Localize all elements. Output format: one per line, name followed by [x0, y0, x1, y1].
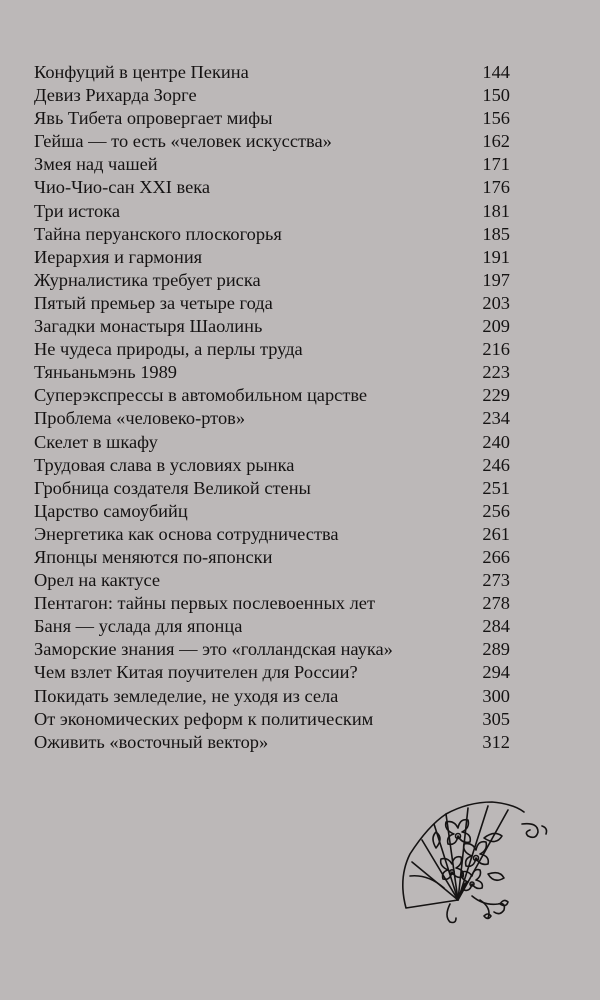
- toc-entry: [34, 84, 510, 107]
- toc-entry-title: Иерархия и гармония: [34, 246, 203, 267]
- toc-entry: [34, 615, 510, 638]
- toc-entry-page: 289: [482, 639, 510, 660]
- toc-entry-page: 234: [482, 408, 510, 429]
- toc-entry-title: Пятый премьер за четыре года: [34, 292, 273, 313]
- toc-entry-page: 312: [482, 731, 510, 752]
- toc-entry: [34, 246, 510, 269]
- toc-entry-title: Змея над чашей: [34, 154, 158, 175]
- toc-entry-page: 273: [482, 570, 510, 591]
- toc-entry-title: Явь Тибета опровергает мифы: [34, 108, 273, 129]
- toc-entry: [34, 685, 510, 708]
- toc-entry: [34, 523, 510, 546]
- toc-entry-title: Трудовая слава в условиях рынка: [34, 454, 295, 475]
- toc-entry-title: Не чудеса природы, а перлы труда: [34, 339, 303, 360]
- toc-entry-page: 181: [482, 200, 510, 221]
- toc-entry-title: Суперэкспрессы в автомобильном царстве: [34, 385, 368, 406]
- toc-entry-title: Царство самоубийц: [34, 500, 188, 521]
- toc-entry: [34, 592, 510, 615]
- toc-entry-page: 216: [482, 339, 510, 360]
- toc-entry-page: 144: [482, 62, 510, 82]
- toc-entry: [34, 431, 510, 454]
- toc-entry-page: 209: [482, 316, 510, 337]
- table-of-contents: [34, 61, 510, 754]
- toc-entry: [34, 731, 510, 754]
- toc-entry-title: Орел на кактусе: [34, 570, 161, 591]
- toc-entry: [34, 661, 510, 684]
- toc-entry-page: 251: [482, 477, 510, 498]
- toc-entry-title: Чио-Чио-сан XXI века: [34, 177, 211, 198]
- toc-entry: [34, 292, 510, 315]
- toc-entry-title: Баня — услада для японца: [34, 616, 243, 637]
- toc-entry-title: Чем взлет Китая поучителен для России?: [34, 662, 358, 683]
- toc-entry-title: Тяньаньмэнь 1989: [34, 362, 177, 383]
- toc-entry-title: Тайна перуанского плоскогорья: [34, 223, 282, 244]
- toc-entry-page: 150: [482, 85, 510, 106]
- toc-entry-title: Гейша — то есть «человек искусства»: [34, 131, 332, 152]
- toc-entry: [34, 130, 510, 153]
- toc-entry: [34, 407, 510, 430]
- toc-entry: [34, 107, 510, 130]
- folding-fan-with-flowers-icon: [388, 778, 558, 928]
- toc-entry-title: Три истока: [34, 200, 120, 221]
- toc-entry: [34, 546, 510, 569]
- toc-entry-page: 294: [482, 662, 510, 683]
- toc-entry-title: Оживить «восточный вектор»: [34, 731, 269, 752]
- toc-entry: [34, 638, 510, 661]
- toc-entry: [34, 223, 510, 246]
- toc-entry-page: 278: [482, 593, 510, 614]
- toc-entry-page: 246: [482, 454, 510, 475]
- toc-entry-title: Девиз Рихарда Зорге: [34, 85, 197, 106]
- toc-entry-title: Конфуций в центре Пекина: [34, 62, 249, 82]
- toc-entry: [34, 477, 510, 500]
- toc-entry-title: Пентагон: тайны первых послевоенных лет: [34, 593, 375, 614]
- toc-entry: [34, 500, 510, 523]
- toc-entry-page: 171: [482, 154, 510, 175]
- toc-entry-page: 191: [482, 246, 510, 267]
- toc-entry-title: Журналистика требует риска: [34, 269, 261, 290]
- toc-entry: [34, 338, 510, 361]
- toc-entry-title: Загадки монастыря Шаолинь: [34, 316, 263, 337]
- toc-entry-page: 256: [482, 500, 510, 521]
- toc-entry-page: 305: [482, 708, 510, 729]
- toc-entry-page: 240: [482, 431, 510, 452]
- toc-entry: [34, 708, 510, 731]
- toc-entry: [34, 569, 510, 592]
- toc-entry-page: 266: [482, 546, 510, 567]
- toc-entry-page: 197: [482, 269, 510, 290]
- toc-entry-page: 176: [482, 177, 510, 198]
- toc-entry-page: 300: [482, 685, 510, 706]
- toc-entry-page: 156: [482, 108, 510, 129]
- toc-entry: [34, 315, 510, 338]
- toc-entry-title: Проблема «человеко-ртов»: [34, 408, 246, 429]
- toc-entry-page: 162: [482, 131, 510, 152]
- toc-entry-title: От экономических реформ к политическим: [34, 708, 374, 729]
- toc-entry-page: 185: [482, 223, 510, 244]
- toc-entry: [34, 454, 510, 477]
- toc-entry: [34, 61, 510, 84]
- toc-entry-title: Скелет в шкафу: [34, 431, 158, 452]
- toc-entry-title: Покидать земледелие, не уходя из села: [34, 685, 339, 706]
- toc-entry-page: 223: [482, 362, 510, 383]
- toc-entry-page: 229: [482, 385, 510, 406]
- toc-entry-title: Гробница создателя Великой стены: [34, 477, 311, 498]
- toc-entry: [34, 384, 510, 407]
- toc-entry-title: Японцы меняются по-японски: [34, 546, 273, 567]
- toc-entry-page: 203: [482, 292, 510, 313]
- toc-entry-title: Заморские знания — это «голландская наука»: [34, 639, 393, 660]
- toc-entry-title: Энергетика как основа сотрудничества: [34, 523, 339, 544]
- toc-entry-page: 261: [482, 523, 510, 544]
- toc-entry: [34, 361, 510, 384]
- toc-entry: [34, 200, 510, 223]
- toc-entry-page: 284: [482, 616, 510, 637]
- toc-entry: [34, 269, 510, 292]
- toc-entry: [34, 176, 510, 199]
- toc-entry: [34, 153, 510, 176]
